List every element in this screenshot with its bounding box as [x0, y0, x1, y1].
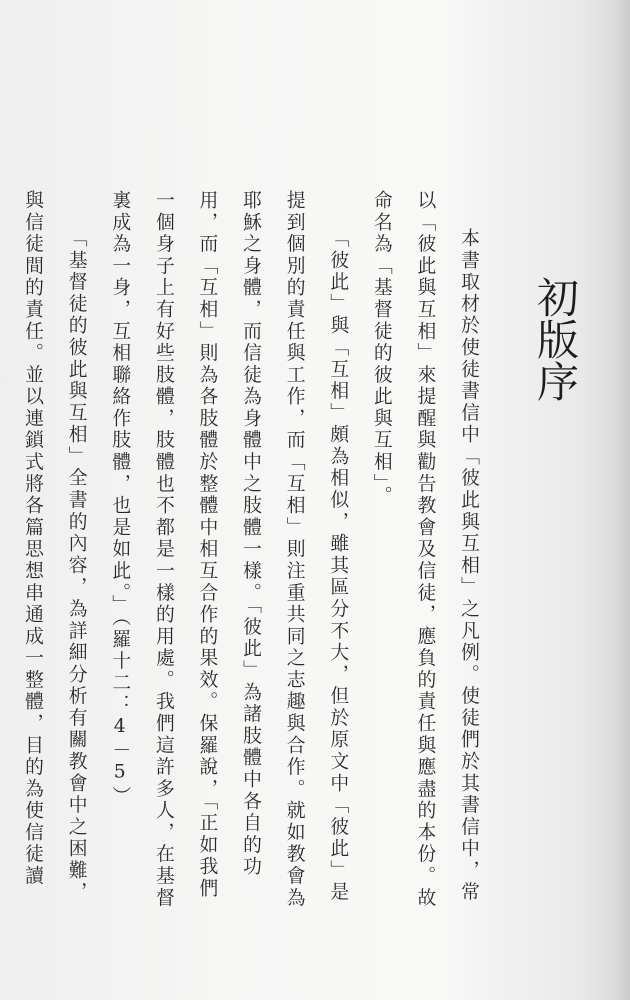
page-title: 初版序 [531, 276, 580, 402]
paragraph-2: 「彼此」與「互相」頗為相似，雖其區分不大，但於原文中「彼此」是提到個別的責任與工作，而「互相」則注重共同之志趣與合作。就如教會為耶穌之身體，而信徒為身體中之肢體一樣。「彼此」為諸肢體中各自的功用，而「互相」則為各肢體於整體中相互合作的果效。保羅說，「正如我們一個身子上有好些肢體，肢體也不都是一樣的用處。我們這許多人，在基督裏成為一身，互相聯絡作肢體，也是如此。」（羅十二：4－5） [109, 190, 349, 910]
preface-body [22, 190, 490, 910]
paragraph-3: 「基督徒的彼此與互相」全書的內容，為詳細分析有關教會中之困難，與信徒間的責任。並以連鎖式將各篇思想串通成一整體，目的為使信徒讀 [22, 190, 87, 904]
paragraph-1: 本書取材於使徒書信中「彼此與互相」之凡例。使徒們於其書信中，常以「彼此與互相」來提醒與勸告教會及信徒，應負的責任與應盡的本份。故命名為「基督徒的彼此與互相」。 [370, 190, 479, 910]
page-edge-shadow [616, 0, 630, 1000]
